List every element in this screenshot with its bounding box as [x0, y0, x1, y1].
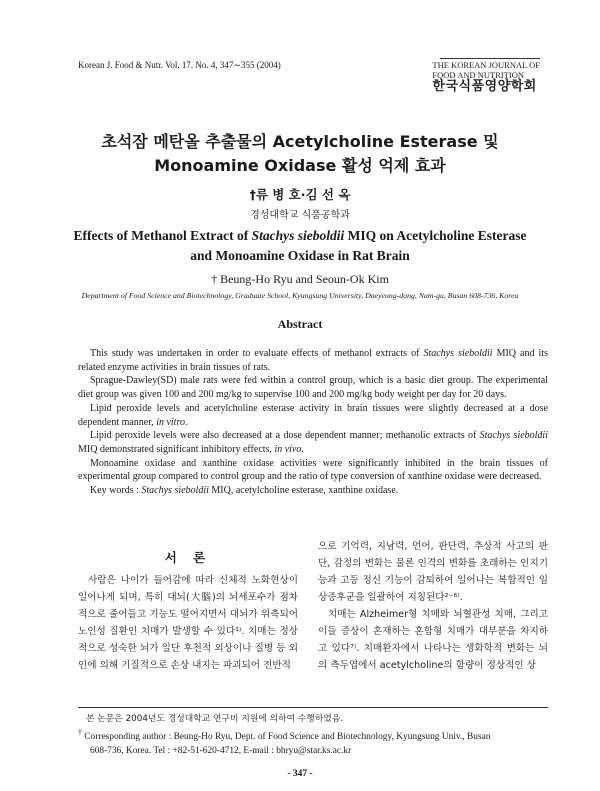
footnotes — [78, 712, 548, 758]
title-korean-line1: 초석잠 메탄올 추출물의 Acetylcholine Esterase 및 — [101, 132, 499, 151]
abstract-paragraph-1 — [78, 347, 548, 374]
keywords-species: Stachys sieboldii — [141, 485, 209, 497]
intro-heading: 서 론 — [164, 550, 212, 565]
affiliation-korean: 경성대학교 식품공학과 — [250, 210, 350, 221]
journal-name-korean: 한국식품영양학회 — [432, 79, 537, 94]
title-korean-line2: Monoamine Oxidase 활성 억제 효과 — [154, 156, 446, 175]
page-number: - 347 - — [287, 769, 313, 779]
title-en-species: Stachys sieboldii — [251, 228, 345, 243]
abstract-paragraph-4 — [78, 429, 548, 456]
keywords — [78, 484, 548, 498]
corresponding-author-text: Corresponding author : Beung-Ho Ryu, Dept. of Food Science and Biotechnology, Kyungsung Univ., Busan — [84, 732, 491, 743]
journal-name-line1: THE KOREAN JOURNAL OF — [432, 60, 540, 70]
abstract-paragraph-3 — [78, 402, 548, 429]
intro-left-column — [78, 572, 298, 674]
affiliation-english: Department of Food Science and Biotechnology, Graduate School, Kyungsung University, Daeyeung-dong, Nam-gu, Busan 608-736, Korea — [81, 291, 519, 300]
journal-name-box — [432, 60, 540, 92]
abstract-p1-species: Stachys sieboldii — [423, 348, 493, 359]
abstract-paragraph-2: Sprague-Dawley(SD) male rats were fed within a control group, which is a basic diet group. The experimental diet group was given 100 and 200 mg/kg to supervise 100 and 200 mg/kg body weight per day for 20 days. — [78, 375, 548, 401]
title-en-pre: Effects of Methanol Extract of — [73, 228, 252, 243]
dagger-mark: † — [78, 728, 82, 737]
abstract-p4-species: Stachys sieboldii — [479, 430, 548, 442]
abstract-paragraph-5: Monoamine oxidase and xanthine oxidase activities were significantly inhibited in the brain tissues of experimental group compared to control group and the ratio of type conversion of xanthine oxidase were decreased. — [78, 457, 548, 483]
corresponding-author-line2: 608-736, Korea. Tel : +82-51-620-4712, E-mail : bhryu@star.ks.ac.kr — [90, 746, 352, 757]
authors-korean: †류 병 호·김 선 옥 — [249, 187, 351, 202]
intro-left-paragraph: 사람은 나이가 들어감에 따라 신체적 노화현상이 일어나게 되며, 특히 대뇌(大腦)의 뇌세포수가 점차적으로 줄어들고 기능도 떨어지면서 대뇌가 위축되어 노인성 질환인 치매가 발생할 수 있다¹⁾. 치매는 정상적으로 성숙한 뇌가 일단 후천적 외상이나 질병 등 외인에 의해 기질적으로 손상 내지는 파괴되어 전반적 — [78, 575, 298, 671]
funding-footnote: 본 논문은 2004년도 경성대학교 연구비 지원에 의하여 수행하였음. — [86, 714, 344, 724]
keywords-label: Key words : — [90, 485, 142, 497]
abstract-p4-text: Lipid peroxide levels were also decreased at a dose dependent manner; methanolic extracts of — [90, 430, 480, 442]
intro-right-paragraph-1: 으로 기억력, 지남력, 언어, 판단력, 추상적 사고의 판단, 감정의 변화는 물론 인격의 변화를 초래하는 인지기능과 고등 정신 기능이 감퇴하여 일어나는 복합적인 임상증후군을 일괄하여 지칭된다²⁻⁶⁾. — [318, 541, 548, 603]
title-english-line2: and Monoamine Oxidase in Rat Brain — [190, 248, 410, 263]
title-en-post: MIQ on Acetylcholine Esterase — [344, 228, 527, 243]
journal-name-line2: FOOD AND NUTRITION — [432, 70, 525, 80]
corresponding-author-line1 — [78, 726, 548, 744]
intro-right-column — [318, 538, 548, 674]
authors-english: † Beung-Ho Ryu and Seoun-Ok Kim — [211, 272, 389, 286]
abstract-p3-text: Lipid peroxide levels and acetylcholine esterase activity in brain tissues were slightly decreased at a dose dependent manner, — [78, 402, 548, 428]
abstract-heading: Abstract — [277, 317, 323, 331]
title-english-line1 — [0, 226, 600, 246]
abstract-p4-mid: MIQ demonstrated significant inhibitory effects, — [78, 443, 275, 455]
abstract-p1-text-end: MIQ and its related enzyme activities in brain tissues of rats. — [78, 348, 548, 373]
journal-reference: Korean J. Food & Nutr. Vol. 17. No. 4, 347∼355 (2004) — [78, 60, 281, 70]
intro-right-paragraph-2: 치매는 Alzheimer형 치매와 뇌혈관성 치매, 그리고 이들 증상이 혼재하는 혼합형 치매가 대부분을 차지하고 있다⁷⁾. 치매환자에서 나타나는 생화학적 변화는 뇌의 측두엽에서 acetylcholine의 함량이 정상적인 상 — [318, 609, 548, 671]
abstract-p1-text: This study was undertaken in order to evaluate effects of methanol extracts of — [90, 348, 424, 359]
footnote-rule — [78, 707, 548, 708]
keywords-rest: MIQ, acetylcholine esterase, xanthine oxidase. — [208, 485, 399, 497]
abstract-p4-italic: in vivo. — [274, 443, 304, 455]
journal-box-rule — [440, 58, 540, 59]
abstract-p3-italic: in vitro. — [156, 416, 188, 428]
abstract-body — [78, 347, 548, 498]
